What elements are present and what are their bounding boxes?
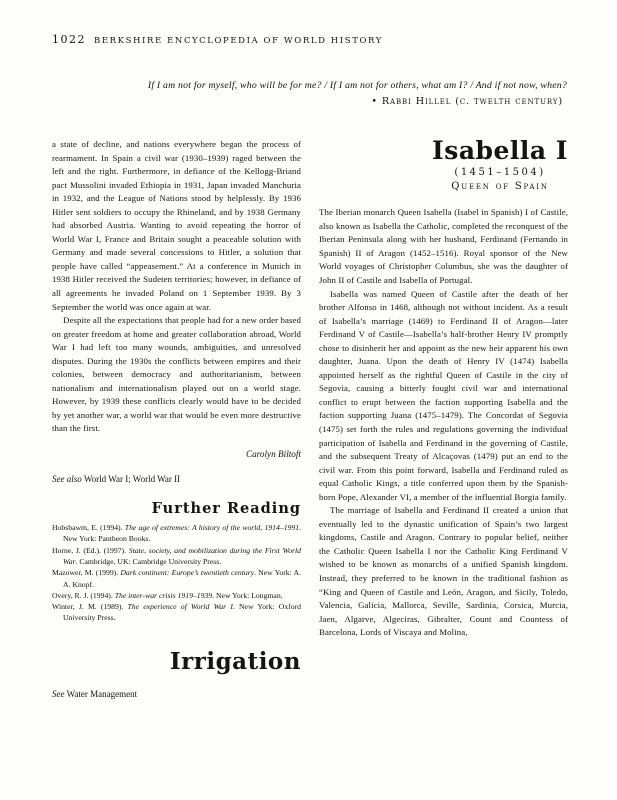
epigraph-quote: If I am not for myself, who will be for me? / If I am not for others, what am I? / And if not now, when? xyxy=(147,80,567,91)
see-label: See xyxy=(52,688,65,699)
see-also-label: See also xyxy=(52,474,82,485)
reference-entry: Winter, J. M. (1989). The experience of World War I. New York: Oxford University Press. xyxy=(52,602,301,623)
page-number: 1022 xyxy=(52,33,86,46)
reference-entry: Mazower, M. (1999). Dark continent: Europe’s twentieth century. New York: A. A. Knopf. xyxy=(52,568,301,589)
reference-entry: Overy, R. J. (1994). The inter-war crisis 1919–1939. New York: Longman. xyxy=(52,590,283,600)
right-column xyxy=(319,138,568,699)
running-header xyxy=(52,33,568,46)
body-paragraph: The Iberian monarch Queen Isabella (Isabel in Spanish) I of Castile, also known as Isabella the Catholic, completed the reconquest of the Iberian Peninsula along with her husband, Ferdinand (Fernando in Spanish) II of Aragon (1452–1516). Royal sponsor of the New World voyages of Christopher Columbus, she was the daughter of John II of Castile and Isabella of Portugal. xyxy=(319,207,568,285)
see-also-value: World War I; World War II xyxy=(81,474,181,485)
running-title: BERKSHIRE ENCYCLOPEDIA OF WORLD HISTORY xyxy=(94,36,383,46)
article-dates: (1451–1504) xyxy=(454,167,546,179)
article-role: Queen of Spain xyxy=(451,181,549,193)
two-column-layout xyxy=(52,138,568,699)
left-column xyxy=(52,138,301,699)
further-reading-list xyxy=(52,522,301,624)
body-paragraph: Isabella was named Queen of Castile after the death of her brother Alfonso in 1468, although not without incident. As a result of Isabella’s marriage (1469) to Ferdinand II of Aragon—later Ferdinand V of Castile—Isabella’s half-brother Henry IV promptly chose to disinherit her and appoint as the new heir apparent his own daughter, Juana. Upon the death of Henry IV (1474) Isabella appointed herself as the rightful Queen of Castile in the city of Segovia, causing a bitterly fought civil war and international conflict to erupt between the faction supporting Isabella and the faction supporting Juana (1475–1479). The Concordat of Segovia (1475) set forth the rules and regulations governing the individual participation of Isabella and Ferdinand in the governing of Castile, and the subsequent Treaty of Alcaçovas (1479) put an end to the civil war. From this point forward, Isabella and Ferdinand ruled as equal Catholic Kings, a title conferred upon them by the Spanish-born Pope, Alexander VI, a member of the influential Borgia family. xyxy=(319,288,568,502)
see-reference-line xyxy=(52,689,301,699)
author-byline: Carolyn Biltoft xyxy=(245,449,301,460)
epigraph-attribution: • Rabbi Hillel (c. twelth century) xyxy=(371,96,563,107)
epigraph xyxy=(52,80,568,107)
article-title: Isabella I xyxy=(432,136,568,165)
body-paragraph: a state of decline, and nations everywhere began the process of rearmament. In Spain a civil war (1930–1939) raged between the left and the right. Furthermore, in defiance of the Kellogg-Briand pact Mussolini invaded Ethiopia in 1931, Japan invaded Manchuria in 1932, and the League of Nations stood by helplessly. By 1936 Hitler sent soldiers to occupy the Rhineland, and by 1938 Germany had absorbed Austria. Wanting to avoid repeating the horror of World War I, France and Britain sought a peaceable solution with Germany and made several concessions to Hitler, a solution that people have called “appeasement.” At a conference in Munich in 1938 Hitler received the Sudeten territories; however, in defiance of all agreements he invaded Poland on 1 September 1939. By 3 September the world was once again at war. xyxy=(52,139,301,312)
see-value: Water Management xyxy=(64,688,138,699)
reference-entry: Horne, J. (Ed.). (1997). State, society, and mobilization during the First World War. Cambridge, UK: Cambridge University Press. xyxy=(52,545,301,566)
body-paragraph: The marriage of Isabella and Ferdinand II created a union that eventually led to the dynastic unification of Spain’s two largest kingdoms, Castile and Aragon. Contrary to popular belief, neither the Catholic Queen Isabella I nor the Catholic King Ferdinand V wished to be known as monarchs of a unified Spanish kingdom. Instead, they preferred to be known in the traditional fashion as “King and Queen of Castile and León, Aragon, and Sicily, Toledo, Valencia, Galicia, Mallorca, Seville, Sardinia, Corsica, Murcia, Jaen, Algarve, Algeciras, Gibralter, Count and Countess of Barcelona, Lords of Viscaya and Molina, xyxy=(319,505,568,638)
article-body xyxy=(319,206,568,640)
further-reading-heading: Further Reading xyxy=(151,500,301,518)
see-also-line xyxy=(52,474,301,484)
body-paragraph: Despite all the expectations that people had for a new order based on greater freedom at home and greater collaboration abroad, World War I had left too many wounds, ambiguities, and unresolved disputes. During the 1930s the conflicts between empires and their colonies, between democracy and authoritarianism, between nationalism and internationalism played out on a world stage. However, by 1939 these conflicts clearly would have to be decided by yet another war, a world war that would be even more destructive than the first. xyxy=(52,315,301,434)
reference-entry: Hobsbawm, E. (1994). The age of extremes: A history of the world, 1914–1991. New York: Pantheon Books. xyxy=(52,523,301,544)
article-header xyxy=(432,138,568,192)
next-article-title: Irrigation xyxy=(169,647,301,675)
